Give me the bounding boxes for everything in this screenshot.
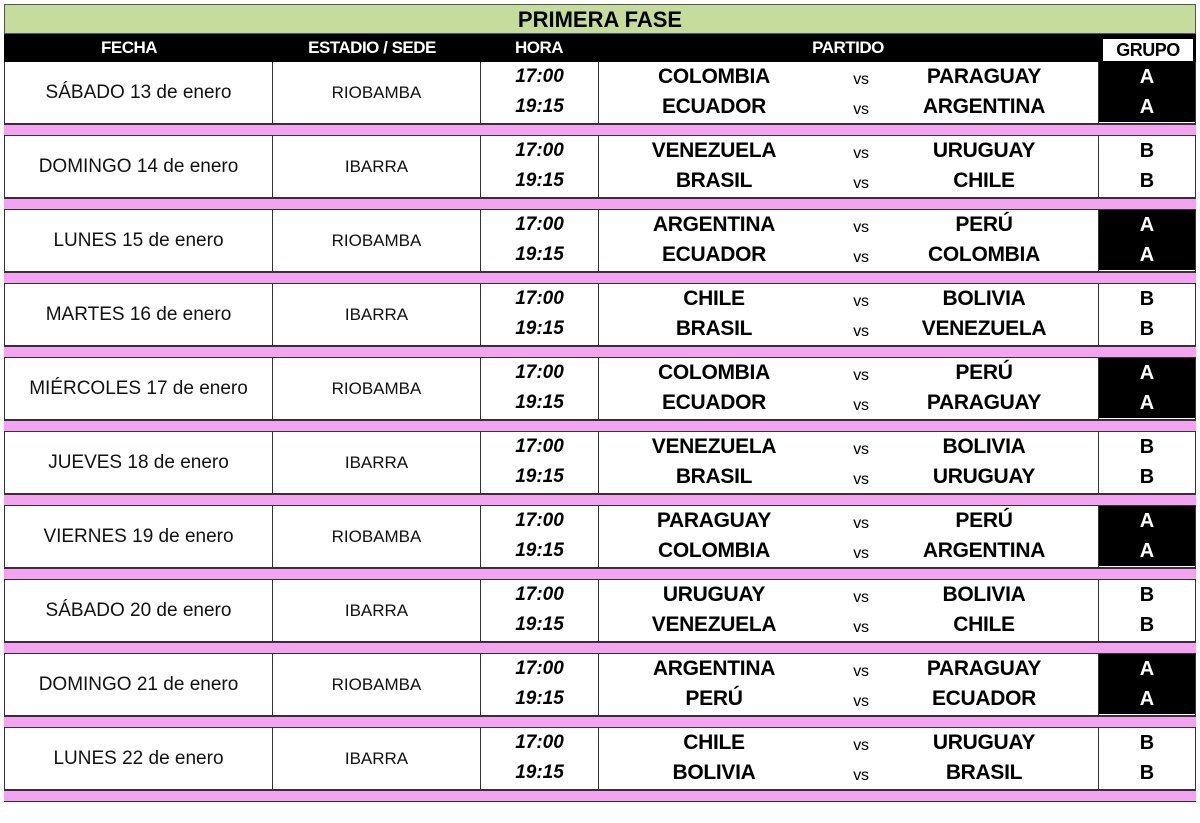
- schedule-day-row: [4, 284, 1196, 346]
- away-team: PARAGUAY: [926, 657, 1042, 680]
- away-team: CHILE: [953, 613, 1015, 636]
- fecha-cell: SÁBADO 13 de enero: [4, 62, 272, 123]
- grupo-cell: [1098, 210, 1196, 271]
- grupo-cell: [1098, 654, 1196, 715]
- schedule-day-row: [4, 432, 1196, 494]
- home-team: ARGENTINA: [652, 213, 776, 236]
- away-team: PERÚ: [955, 361, 1013, 384]
- vs-label: vs: [853, 693, 869, 710]
- row-separator: [4, 272, 1196, 284]
- group-badge: B: [1099, 610, 1195, 640]
- match-time: 17:00: [515, 732, 564, 753]
- vs-label: vs: [853, 397, 869, 414]
- sede-cell: IBARRA: [272, 284, 480, 345]
- home-team: ECUADOR: [661, 391, 767, 414]
- home-team: VENEZUELA: [651, 435, 777, 458]
- home-team: BRASIL: [675, 317, 753, 340]
- match-time: 17:00: [515, 584, 564, 605]
- sede-cell: IBARRA: [272, 580, 480, 641]
- away-team: ARGENTINA: [922, 539, 1046, 562]
- fecha-cell: MARTES 16 de enero: [4, 284, 272, 345]
- row-separator: [4, 790, 1196, 802]
- match-time: 17:00: [515, 140, 564, 161]
- header-sede: ESTADIO / SEDE: [308, 38, 436, 57]
- row-separator: [4, 198, 1196, 210]
- group-badge: A: [1099, 92, 1195, 122]
- table-header: [4, 34, 1196, 62]
- row-separator: [4, 642, 1196, 654]
- away-team: BRASIL: [945, 761, 1023, 784]
- vs-label: vs: [853, 101, 869, 118]
- group-badge: A: [1099, 684, 1195, 714]
- away-team: COLOMBIA: [928, 243, 1040, 266]
- grupo-cell: [1098, 136, 1196, 197]
- hora-cell: [480, 728, 598, 789]
- schedule-day-row: [4, 210, 1196, 272]
- sede-cell: IBARRA: [272, 432, 480, 493]
- group-badge: B: [1099, 462, 1195, 492]
- away-team: PERÚ: [955, 213, 1013, 236]
- match-time: 17:00: [515, 362, 564, 383]
- home-team: ECUADOR: [661, 243, 767, 266]
- group-badge: B: [1099, 136, 1195, 166]
- away-team: BOLIVIA: [942, 583, 1026, 606]
- schedule-day-row: [4, 506, 1196, 568]
- schedule-day-row: [4, 62, 1196, 124]
- match-time: 19:15: [515, 614, 564, 635]
- schedule-day-row: [4, 358, 1196, 420]
- vs-label: vs: [853, 293, 869, 310]
- hora-cell: [480, 506, 598, 567]
- sede-cell: RIOBAMBA: [272, 358, 480, 419]
- away-team: VENEZUELA: [921, 317, 1047, 340]
- header-fecha: FECHA: [100, 38, 158, 57]
- row-separator: [4, 420, 1196, 432]
- group-badge: B: [1099, 432, 1195, 462]
- home-team: BRASIL: [675, 169, 753, 192]
- partido-cell: [598, 62, 1098, 123]
- hora-cell: [480, 136, 598, 197]
- away-team: ARGENTINA: [922, 95, 1046, 118]
- home-team: PERÚ: [685, 687, 743, 710]
- vs-label: vs: [853, 441, 869, 458]
- vs-label: vs: [853, 471, 869, 488]
- fecha-cell: LUNES 15 de enero: [4, 210, 272, 271]
- home-team: PARAGUAY: [656, 509, 772, 532]
- vs-label: vs: [853, 515, 869, 532]
- sede-cell: RIOBAMBA: [272, 506, 480, 567]
- sede-cell: RIOBAMBA: [272, 62, 480, 123]
- match-time: 19:15: [515, 688, 564, 709]
- home-team: COLOMBIA: [658, 361, 770, 384]
- group-badge: B: [1099, 166, 1195, 196]
- match-time: 17:00: [515, 66, 564, 87]
- grupo-cell: [1098, 62, 1196, 123]
- grupo-cell: [1098, 284, 1196, 345]
- sede-cell: RIOBAMBA: [272, 210, 480, 271]
- match-time: 19:15: [515, 244, 564, 265]
- match-time: 19:15: [515, 540, 564, 561]
- row-separator: [4, 716, 1196, 728]
- hora-cell: [480, 432, 598, 493]
- away-team: URUGUAY: [932, 731, 1036, 754]
- group-badge: A: [1099, 506, 1195, 536]
- header-grupo: GRUPO: [1102, 38, 1194, 62]
- home-team: VENEZUELA: [651, 613, 777, 636]
- group-badge: B: [1099, 284, 1195, 314]
- fecha-cell: DOMINGO 14 de enero: [4, 136, 272, 197]
- home-team: BOLIVIA: [672, 761, 756, 784]
- group-badge: B: [1099, 580, 1195, 610]
- vs-label: vs: [853, 367, 869, 384]
- grupo-cell: [1098, 432, 1196, 493]
- vs-label: vs: [853, 145, 869, 162]
- match-time: 17:00: [515, 288, 564, 309]
- home-team: COLOMBIA: [658, 65, 770, 88]
- hora-cell: [480, 210, 598, 271]
- home-team: BRASIL: [675, 465, 753, 488]
- vs-label: vs: [853, 737, 869, 754]
- home-team: ARGENTINA: [652, 657, 776, 680]
- partido-cell: [598, 432, 1098, 493]
- away-team: URUGUAY: [932, 139, 1036, 162]
- hora-cell: [480, 62, 598, 123]
- match-time: 19:15: [515, 762, 564, 783]
- fecha-cell: SÁBADO 20 de enero: [4, 580, 272, 641]
- vs-label: vs: [853, 249, 869, 266]
- away-team: PARAGUAY: [926, 65, 1042, 88]
- vs-label: vs: [853, 175, 869, 192]
- home-team: VENEZUELA: [651, 139, 777, 162]
- match-time: 19:15: [515, 96, 564, 117]
- partido-cell: [598, 358, 1098, 419]
- partido-cell: [598, 136, 1098, 197]
- fecha-cell: MIÉRCOLES 17 de enero: [4, 358, 272, 419]
- partido-cell: [598, 580, 1098, 641]
- vs-label: vs: [853, 663, 869, 680]
- vs-label: vs: [853, 323, 869, 340]
- grupo-cell: [1098, 358, 1196, 419]
- group-badge: A: [1099, 654, 1195, 684]
- vs-label: vs: [853, 219, 869, 236]
- group-badge: A: [1099, 536, 1195, 566]
- home-team: COLOMBIA: [658, 539, 770, 562]
- row-separator: [4, 124, 1196, 136]
- match-time: 17:00: [515, 214, 564, 235]
- grupo-cell: [1098, 728, 1196, 789]
- hora-cell: [480, 284, 598, 345]
- group-badge: B: [1099, 728, 1195, 758]
- row-separator: [4, 346, 1196, 358]
- vs-label: vs: [853, 71, 869, 88]
- fecha-cell: VIERNES 19 de enero: [4, 506, 272, 567]
- away-team: BOLIVIA: [942, 287, 1026, 310]
- match-time: 17:00: [515, 658, 564, 679]
- partido-cell: [598, 210, 1098, 271]
- home-team: CHILE: [683, 731, 745, 754]
- match-time: 19:15: [515, 466, 564, 487]
- sede-cell: IBARRA: [272, 136, 480, 197]
- page-title: PRIMERA FASE: [4, 4, 1196, 34]
- away-team: ECUADOR: [931, 687, 1037, 710]
- home-team: CHILE: [683, 287, 745, 310]
- group-badge: B: [1099, 314, 1195, 344]
- vs-label: vs: [853, 589, 869, 606]
- partido-cell: [598, 654, 1098, 715]
- vs-label: vs: [853, 767, 869, 784]
- sede-cell: IBARRA: [272, 728, 480, 789]
- schedule-day-row: [4, 728, 1196, 790]
- partido-cell: [598, 728, 1098, 789]
- grupo-cell: [1098, 580, 1196, 641]
- hora-cell: [480, 654, 598, 715]
- fecha-cell: LUNES 22 de enero: [4, 728, 272, 789]
- away-team: URUGUAY: [932, 465, 1036, 488]
- match-time: 19:15: [515, 170, 564, 191]
- partido-cell: [598, 284, 1098, 345]
- away-team: BOLIVIA: [942, 435, 1026, 458]
- sede-cell: RIOBAMBA: [272, 654, 480, 715]
- away-team: CHILE: [953, 169, 1015, 192]
- fecha-cell: DOMINGO 21 de enero: [4, 654, 272, 715]
- match-time: 17:00: [515, 510, 564, 531]
- group-badge: A: [1099, 240, 1195, 270]
- header-partido: PARTIDO: [812, 38, 884, 57]
- home-team: URUGUAY: [662, 583, 766, 606]
- away-team: PARAGUAY: [926, 391, 1042, 414]
- grupo-cell: [1098, 506, 1196, 567]
- away-team: PERÚ: [955, 509, 1013, 532]
- schedule-day-row: [4, 136, 1196, 198]
- schedule-day-row: [4, 654, 1196, 716]
- home-team: ECUADOR: [661, 95, 767, 118]
- partido-cell: [598, 506, 1098, 567]
- group-badge: A: [1099, 62, 1195, 92]
- group-badge: A: [1099, 210, 1195, 240]
- match-time: 19:15: [515, 318, 564, 339]
- match-time: 17:00: [515, 436, 564, 457]
- header-hora: HORA: [514, 38, 564, 57]
- hora-cell: [480, 580, 598, 641]
- fecha-cell: JUEVES 18 de enero: [4, 432, 272, 493]
- row-separator: [4, 568, 1196, 580]
- schedule-day-row: [4, 580, 1196, 642]
- vs-label: vs: [853, 545, 869, 562]
- vs-label: vs: [853, 619, 869, 636]
- match-time: 19:15: [515, 392, 564, 413]
- group-badge: B: [1099, 758, 1195, 788]
- group-badge: A: [1099, 358, 1195, 388]
- hora-cell: [480, 358, 598, 419]
- group-badge: A: [1099, 388, 1195, 418]
- row-separator: [4, 494, 1196, 506]
